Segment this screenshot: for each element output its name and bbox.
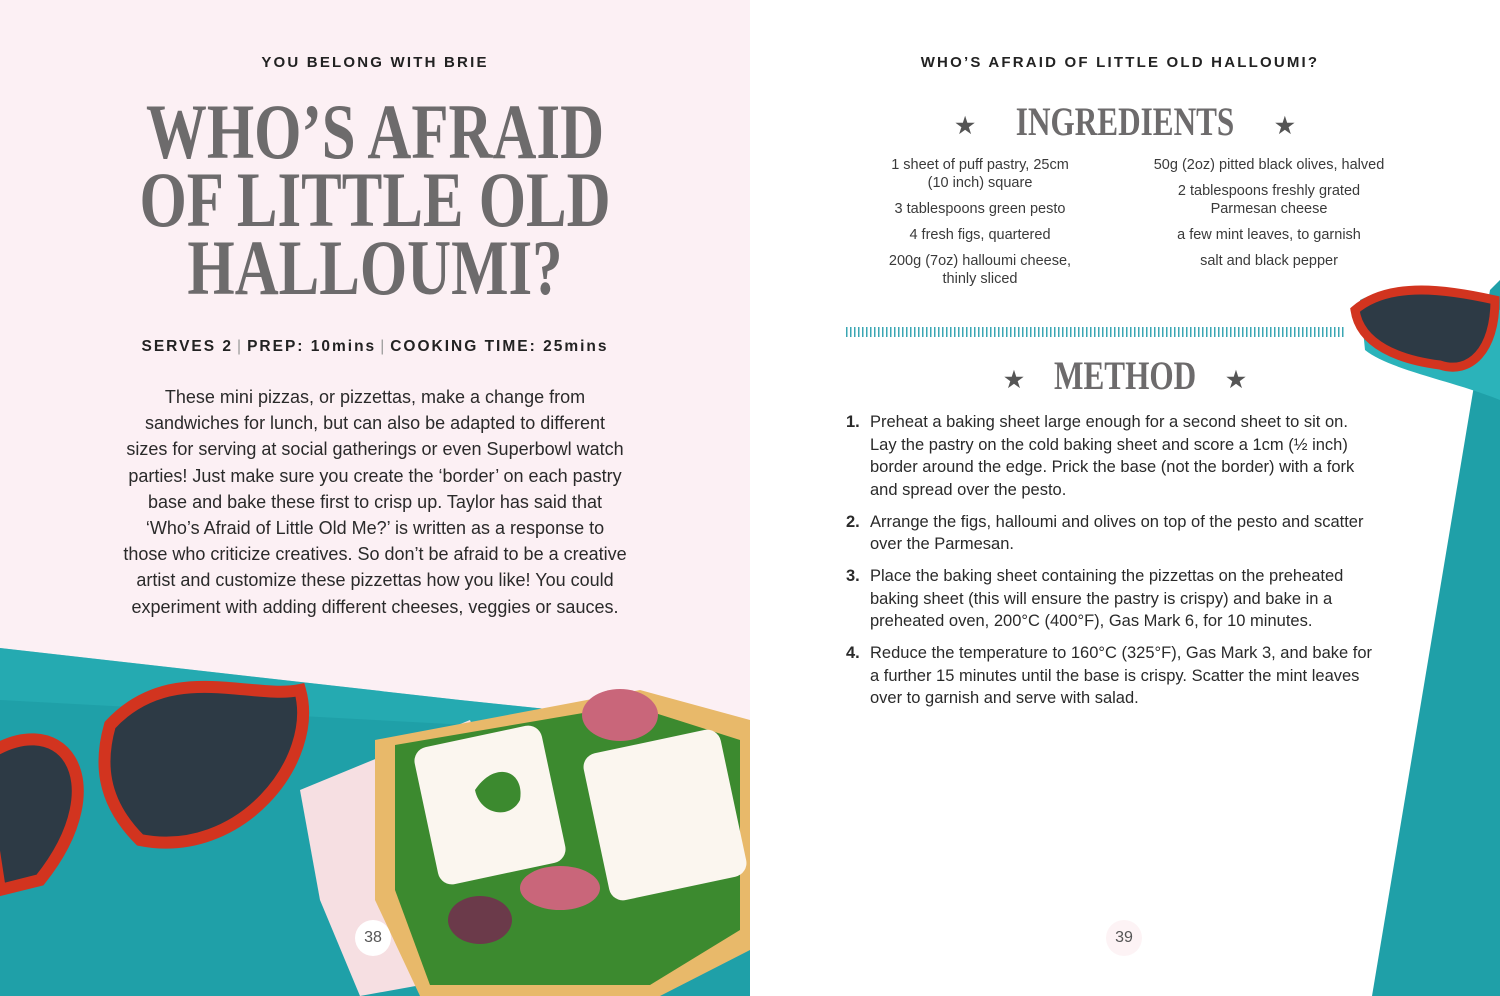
divider: [846, 327, 1344, 337]
star-icon: ★: [1275, 112, 1295, 138]
page-number: 39: [1106, 920, 1142, 956]
ingredient-item: 2 tablespoons freshly grated Parmesan cheese: [1177, 183, 1361, 217]
ingredient-item: a few mint leaves, to garnish: [1177, 227, 1361, 243]
method-step: 1. Preheat a baking sheet large enough for a second sheet to sit on. Lay the pastry on the cold baking sheet and score a 1cm (½ inch) border around the edge. Prick the base (not the border) with a fork and spread over the pesto.: [846, 413, 1355, 499]
heading-text: INGREDIENTS: [1015, 99, 1235, 144]
prep-time: PREP: 10mins: [247, 338, 377, 355]
ingredients-heading: [750, 98, 1500, 145]
running-head: YOU BELONG WITH BRIE: [261, 54, 489, 71]
intro-paragraph: [0, 384, 750, 620]
method-steps: [846, 411, 1406, 719]
running-head: WHO’S AFRAID OF LITTLE OLD HALLOUMI?: [920, 54, 1320, 71]
ingredients-right-column: [1134, 156, 1404, 278]
serves: SERVES 2: [141, 338, 234, 355]
pizzetta-illustration: [375, 689, 750, 996]
title-line: OF LITTLE OLD: [139, 156, 611, 243]
heading-text: METHOD: [1053, 353, 1197, 398]
method-step: 2. Arrange the figs, halloumi and olives on top of the pesto and scatter over the Parmesan.: [846, 512, 1364, 553]
method-heading: [750, 352, 1500, 399]
ingredient-item: 3 tablespoons green pesto: [894, 201, 1066, 217]
ingredient-item: 50g (2oz) pitted black olives, halved: [1153, 157, 1385, 173]
page-number: 38: [355, 920, 391, 956]
right-page: [750, 0, 1500, 996]
star-icon: ★: [1004, 366, 1024, 392]
star-icon: ★: [1226, 366, 1246, 392]
recipe-title: [0, 88, 750, 311]
ingredient-item: 1 sheet of puff pastry, 25cm (10 inch) square: [891, 157, 1069, 191]
intro-line: base and bake these first to crisp up. Taylor has said that: [148, 491, 602, 512]
intro-line: sandwiches for lunch, but can also be adapted to different: [145, 413, 605, 434]
cooking-time: COOKING TIME: 25mins: [390, 338, 609, 355]
ingredients-left-column: [860, 156, 1100, 296]
separator: |: [237, 338, 244, 355]
method-step: 4. Reduce the temperature to 160°C (325°F), Gas Mark 3, and bake for a further 15 minutes until the base is crispy. Scatter the mint leaves over to garnish and serve with salad.: [846, 644, 1373, 707]
intro-line: sizes for serving at social gatherings or even Superbowl watch: [126, 439, 624, 460]
intro-line: those who criticize creatives. So don’t be afraid to be a creative: [123, 544, 627, 565]
method-step: 3. Place the baking sheet containing the pizzettas on the preheated baking sheet (this will ensure the pastry is crispy) and bake in a preheated oven, 200°C (400°F), Gas Mark 6, for 10 minutes.: [846, 567, 1344, 630]
intro-line: artist and customize these pizzettas how you like! You could: [136, 570, 614, 591]
ingredient-item: 4 fresh figs, quartered: [909, 227, 1051, 243]
intro-line: parties! Just make sure you create the ‘border’ on each pastry: [128, 465, 622, 486]
ingredient-item: 200g (7oz) halloumi cheese, thinly sliced: [888, 253, 1072, 287]
title-line: WHO’S AFRAID: [145, 88, 605, 175]
star-icon: ★: [955, 112, 975, 138]
intro-line: experiment with adding different cheeses, veggies or sauces.: [131, 596, 619, 617]
recipe-meta: [0, 338, 750, 356]
intro-line: ‘Who’s Afraid of Little Old Me?’ is written as a response to: [145, 518, 605, 539]
title-line: HALLOUMI?: [187, 224, 563, 311]
separator: |: [380, 338, 387, 355]
intro-line: These mini pizzas, or pizzettas, make a change from: [164, 387, 586, 407]
ingredient-item: salt and black pepper: [1200, 253, 1338, 269]
